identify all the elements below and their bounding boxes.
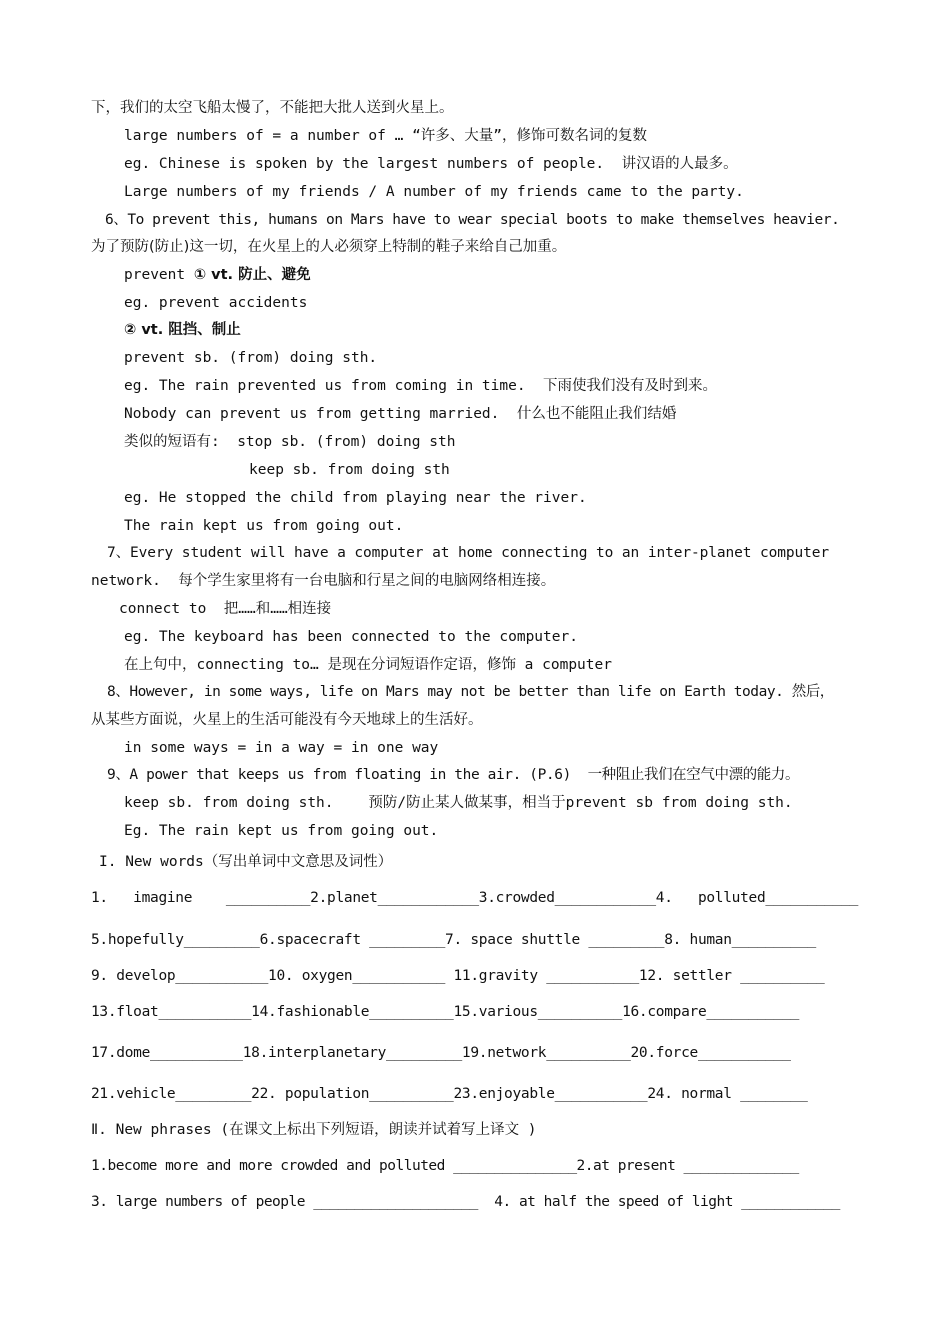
vocab-row: 9. develop___________10. oxygen___________ 11.gravity ___________12. settler __________: [91, 968, 825, 984]
text-line: 类似的短语有: stop sb. (from) doing sth: [124, 434, 456, 450]
text-line: prevent sb. (from) doing sth.: [124, 350, 378, 366]
vocab-row: 5.hopefully_________6.spacecraft _________7. space shuttle _________8. human__________: [91, 932, 816, 948]
text-line: keep sb. from doing sth. 预防/防止某人做某事，相当于prevent sb from doing sth.: [124, 795, 793, 811]
text-line: eg. The rain prevented us from coming in time. 下雨使我们没有及时到来。: [124, 378, 718, 394]
text-line: large numbers of = a number of … “许多、大量”，修饰可数名词的复数: [124, 128, 648, 144]
definition-heading: ② vt. 阻挡、制止: [124, 322, 241, 338]
phrase-row: 1.become more and more crowded and polluted _______________2.at present ______________: [91, 1158, 799, 1174]
text-line: eg. Chinese is spoken by the largest numbers of people. 讲汉语的人最多。: [124, 156, 738, 172]
vocab-row: 13.float___________14.fashionable__________15.various__________16.compare___________: [91, 1004, 800, 1020]
section-heading-new-words: I. New words（写出单词中文意思及词性）: [99, 854, 393, 870]
text-line: The rain kept us from going out.: [124, 518, 404, 534]
text-line: 6、To prevent this, humans on Mars have to wear special boots to make themselves heavier.: [105, 212, 840, 228]
text-line: [124, 265, 311, 285]
text-line: 9、A power that keeps us from floating in the air. (P.6) 一种阻止我们在空气中漂的能力。: [107, 767, 800, 783]
definition-heading: ① vt. 防止、避免: [193, 267, 311, 283]
text-line: Eg. The rain kept us from going out.: [124, 823, 439, 839]
term: prevent: [124, 267, 194, 283]
text-line: 下，我们的太空飞船太慢了，不能把大批人送到火星上。: [91, 100, 454, 116]
text-line: eg. The keyboard has been connected to the computer.: [124, 629, 578, 645]
text-line: 8、However, in some ways, life on Mars may not be better than life on Earth today. 然后，: [107, 684, 834, 700]
text-line: 7、Every student will have a computer at home connecting to an inter-planet computer: [107, 545, 830, 561]
vocab-row: 21.vehicle_________22. population__________23.enjoyable___________24. normal ________: [91, 1086, 808, 1102]
text-line: eg. He stopped the child from playing near the river.: [124, 490, 587, 506]
text-line: network. 每个学生家里将有一台电脑和行星之间的电脑网络相连接。: [91, 573, 556, 589]
text-line: keep sb. from doing sth: [249, 462, 450, 478]
text-line: 在上句中，connecting to… 是现在分词短语作定语，修饰 a computer: [124, 657, 612, 673]
text-line: 从某些方面说，火星上的生活可能没有今天地球上的生活好。: [91, 712, 483, 728]
text-line: in some ways = in a way = in one way: [124, 740, 439, 756]
section-heading-new-phrases: Ⅱ. New phrases (在课文上标出下列短语，朗读并试着写上译文 ): [91, 1122, 537, 1138]
text-line: eg. prevent accidents: [124, 295, 308, 311]
text-line: connect to 把……和……相连接: [119, 601, 332, 617]
vocab-row: 17.dome___________18.interplanetary_________19.network__________20.force___________: [91, 1045, 791, 1061]
text-line: Large numbers of my friends / A number of my friends came to the party.: [124, 184, 744, 200]
vocab-row: 1. imagine __________2.planet____________3.crowded____________4. polluted___________: [91, 890, 859, 906]
text-line: Nobody can prevent us from getting married. 什么也不能阻止我们结婚: [124, 406, 677, 422]
phrase-row: 3. large numbers of people ____________________ 4. at half the speed of light ____________: [91, 1194, 840, 1210]
text-line: 为了预防(防止)这一切，在火星上的人必须穿上特制的鞋子来给自己加重。: [91, 239, 567, 255]
